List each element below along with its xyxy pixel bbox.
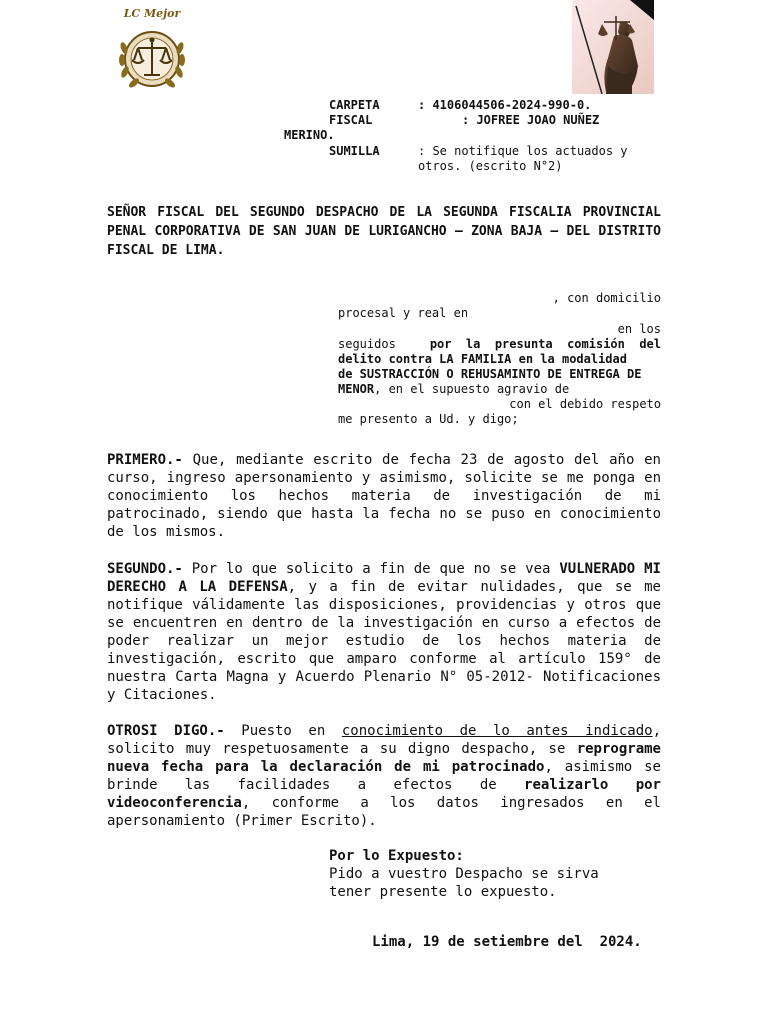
- intro-line-1: , con domicilio: [552, 291, 661, 305]
- intro-line-8: con el debido respeto: [509, 397, 661, 411]
- fiscal-value: : JOFREE JOAO NUÑEZ: [462, 113, 600, 127]
- otrosi-paragraph: OTROSI DIGO.- Puesto en conocimiento de lo antes indicado, solicito muy respetuosamente a su digno despacho, se reprograme nueva fecha para la declaración de mi patrocinado, asimismo se brinde las facilidades a efectos de realizarlo por videoconferencia, conforme a los datos ingresados en el apersonamiento (Primer Escrito).: [107, 723, 661, 829]
- sumilla-line-1: : Se notifique los actuados y: [418, 144, 628, 158]
- intro-line-3: en los: [617, 322, 661, 336]
- closing-line-2: tener presente lo expuesto.: [329, 884, 557, 900]
- carpeta-value: : 4106044506-2024-990-0.: [418, 98, 592, 112]
- intro-line-9: me presento a Ud. y digo;: [338, 412, 519, 426]
- lady-justice-image: [572, 0, 654, 94]
- intro-line-4: seguidos por la presunta comisión del: [338, 337, 661, 351]
- logo-caption: LC Mejor: [123, 7, 181, 20]
- carpeta-label: CARPETA: [329, 98, 380, 112]
- fiscal-label: FISCAL: [329, 113, 373, 127]
- fiscal-value-continued: MERINO.: [284, 128, 335, 142]
- addressee: SEÑOR FISCAL DEL SEGUNDO DESPACHO DE LA SEGUNDA FISCALIA PROVINCIAL PENAL CORPORATIVA DE SAN JUAN DE LURIGANCHO – ZONA BAJA – DEL DISTRITO FISCAL DE LIMA.: [107, 205, 661, 258]
- otrosi-label: OTROSI DIGO.-: [107, 723, 225, 739]
- intro-line-6: de SUSTRACCIÓN O REHUSAMINTO DE ENTREGA DE: [338, 367, 642, 381]
- intro-line-2: procesal y real en: [338, 306, 469, 320]
- primero-paragraph: PRIMERO.- Que, mediante escrito de fecha 23 de agosto del año en curso, ingreso apersonamiento y asimismo, solicite se me ponga en conocimiento los hechos materia de investigación de mi patrocinado, siendo que hasta la fecha no se puso en conocimiento de los mismos.: [107, 452, 661, 540]
- document-date: Lima, 19 de setiembre del 2024.: [372, 934, 642, 950]
- intro-line-7: MENOR, en el supuesto agravio de: [338, 382, 570, 396]
- segundo-paragraph: SEGUNDO.- Por lo que solicito a fin de que no se vea VULNERADO MI DERECHO A LA DEFENSA, y a fin de evitar nulidades, que se me notifique válidamente las disposiciones, providencias y otros que se encuentren en dentro de la investigación en curso a efectos de poder realizar un mejor estudio de los hechos materia de investigación, escrito que amparo conforme al artículo 159° de nuestra Carta Magna y Acuerdo Plenario N° 05-2012- Notificaciones y Citaciones.: [107, 561, 661, 703]
- sumilla-label: SUMILLA: [329, 144, 380, 158]
- sumilla-line-2: otros. (escrito N°2): [418, 159, 563, 173]
- intro-line-5: delito contra LA FAMILIA en la modalidad: [338, 352, 627, 366]
- primero-label: PRIMERO.-: [107, 452, 183, 468]
- closing-heading: Por lo Expuesto:: [329, 848, 464, 864]
- closing-line-1: Pido a vuestro Despacho se sirva: [329, 866, 599, 882]
- law-firm-logo: [110, 4, 194, 98]
- segundo-label: SEGUNDO.-: [107, 561, 183, 577]
